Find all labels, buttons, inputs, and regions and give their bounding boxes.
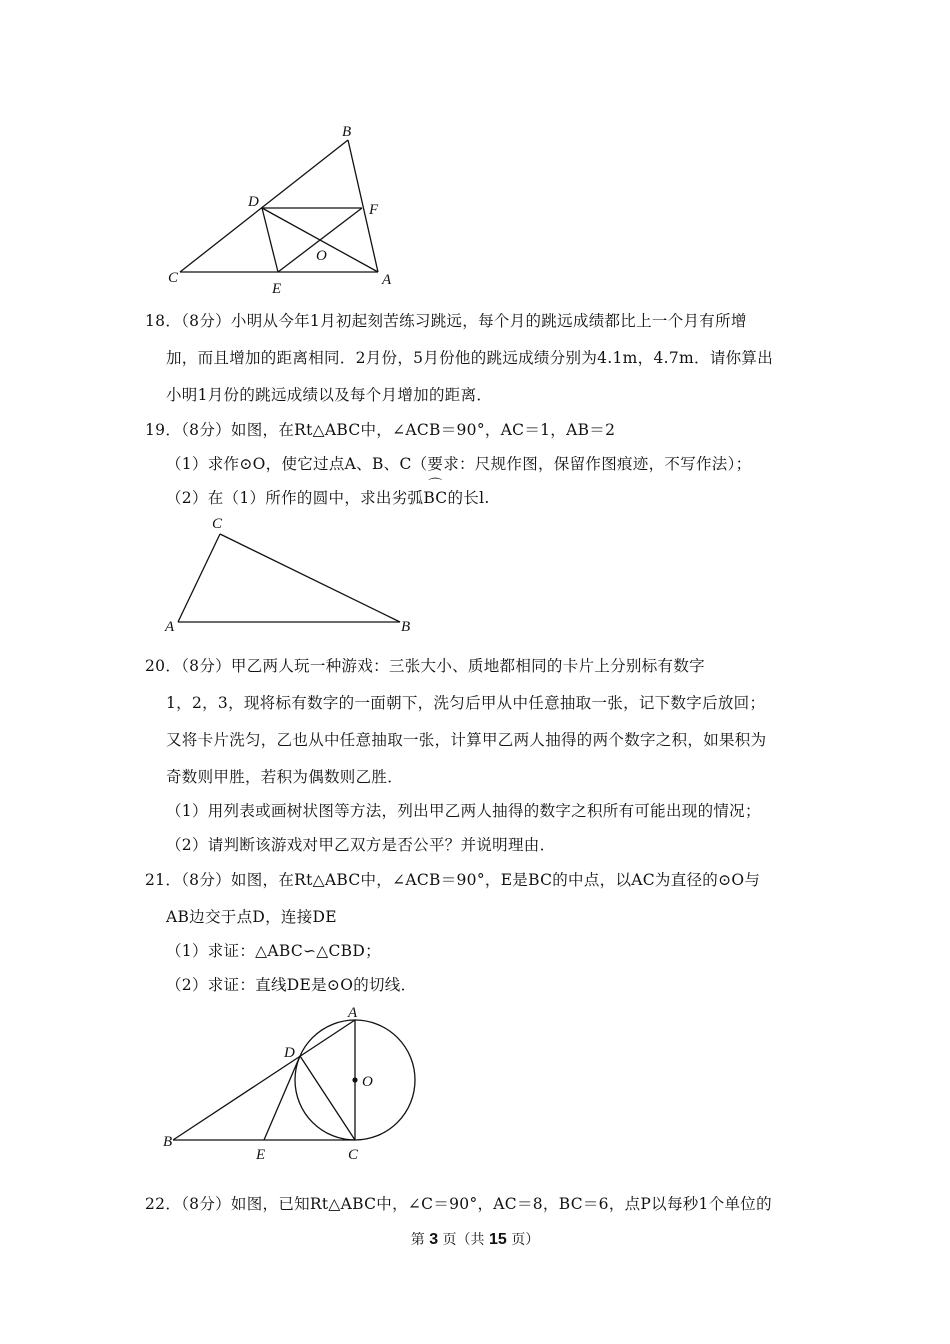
q19-part2-post: 的长l. bbox=[447, 489, 490, 507]
footer-page-number: 3 bbox=[429, 1231, 439, 1248]
label-D: D bbox=[284, 1045, 295, 1061]
page-footer bbox=[0, 1229, 950, 1249]
q21-line2: AB边交于点D，连接DE bbox=[166, 908, 337, 926]
label-E: E bbox=[256, 1147, 266, 1163]
segment-DC bbox=[300, 1056, 355, 1140]
q19-part2 bbox=[166, 488, 490, 508]
footer-mid: 页（共 bbox=[442, 1232, 485, 1248]
q19-line1: 19．（8分）如图，在Rt△ABC中，∠ACB＝90°，AC＝1，AB＝2 bbox=[145, 421, 616, 439]
figure-q21 bbox=[155, 1000, 430, 1165]
q20-line1: 20．（8分）甲乙两人玩一种游戏：三张大小、质地都相同的卡片上分别标有数字 bbox=[145, 657, 705, 675]
q22-line1: 22．（8分）如图，已知Rt△ABC中，∠C＝90°，AC＝8，BC＝6，点P以每秒1个单位的 bbox=[145, 1195, 772, 1213]
q21-line1: 21．（8分）如图，在Rt△ABC中，∠ACB＝90°，E是BC的中点，以AC为直径的⊙O与 bbox=[145, 871, 761, 889]
q21-part2: （2）求证：直线DE是⊙O的切线． bbox=[166, 976, 417, 994]
q20-line4: 奇数则甲胜，若积为偶数则乙胜． bbox=[166, 768, 404, 786]
label-E: E bbox=[272, 281, 282, 297]
label-B: B bbox=[401, 619, 411, 635]
figure-q17-svg bbox=[160, 120, 400, 300]
label-B: B bbox=[342, 124, 352, 140]
arc-bc: ⌒ BC bbox=[423, 488, 447, 508]
label-C: C bbox=[348, 1147, 359, 1163]
q20-part2: （2）请判断该游戏对甲乙双方是否公平？并说明理由． bbox=[166, 836, 556, 854]
label-F: F bbox=[369, 202, 379, 218]
q19-part2-pre: （2）在（1）所作的圆中，求出劣弧 bbox=[166, 489, 424, 507]
segment-DE bbox=[262, 208, 278, 272]
label-C: C bbox=[168, 270, 179, 286]
footer-total-pages: 15 bbox=[489, 1231, 507, 1248]
segment-AC bbox=[178, 534, 220, 622]
figure-q19-svg bbox=[160, 512, 430, 637]
q18-line1: 18．（8分）小明从今年1月初起刻苦练习跳远，每个月的跳远成绩都比上一个月有所增 bbox=[145, 312, 747, 330]
figure-q21-svg bbox=[155, 1000, 430, 1165]
label-O: O bbox=[316, 248, 327, 264]
label-O: O bbox=[362, 1074, 373, 1090]
q21-part1: （1）求证：△ABC∽△CBD； bbox=[166, 942, 381, 960]
label-B: B bbox=[163, 1134, 173, 1150]
figure-q17 bbox=[160, 120, 400, 300]
label-A: A bbox=[165, 619, 175, 635]
q20-line3: 又将卡片洗匀，乙也从中任意抽取一张，计算甲乙两人抽得的两个数字之积，如果积为 bbox=[166, 731, 767, 749]
label-C: C bbox=[212, 516, 223, 532]
label-A: A bbox=[348, 1005, 358, 1021]
label-A: A bbox=[382, 272, 392, 288]
q18-line2: 加，而且增加的距离相同．2月份，5月份他的跳远成绩分别为4.1m，4.7m．请你算出 bbox=[166, 349, 774, 367]
label-D: D bbox=[248, 194, 259, 210]
segment-CB bbox=[220, 534, 400, 622]
figure-q19 bbox=[160, 512, 430, 637]
q19-part1: （1）求作⊙O，使它过点A、B、C（要求：尺规作图，保留作图痕迹，不写作法）； bbox=[166, 455, 752, 473]
footer-pre: 第 bbox=[410, 1232, 425, 1248]
q20-line2: 1，2，3，现将标有数字的一面朝下，洗匀后甲从中任意抽取一张，记下数字后放回； bbox=[166, 694, 766, 712]
q20-part1: （1）用列表或画树状图等方法，列出甲乙两人抽得的数字之积所有可能出现的情况； bbox=[166, 802, 761, 820]
footer-post: 页） bbox=[511, 1232, 540, 1248]
segment-BA bbox=[173, 1020, 355, 1140]
center-point-o bbox=[352, 1077, 357, 1082]
q18-line3: 小明1月份的跳远成绩以及每个月增加的距离． bbox=[166, 386, 493, 404]
